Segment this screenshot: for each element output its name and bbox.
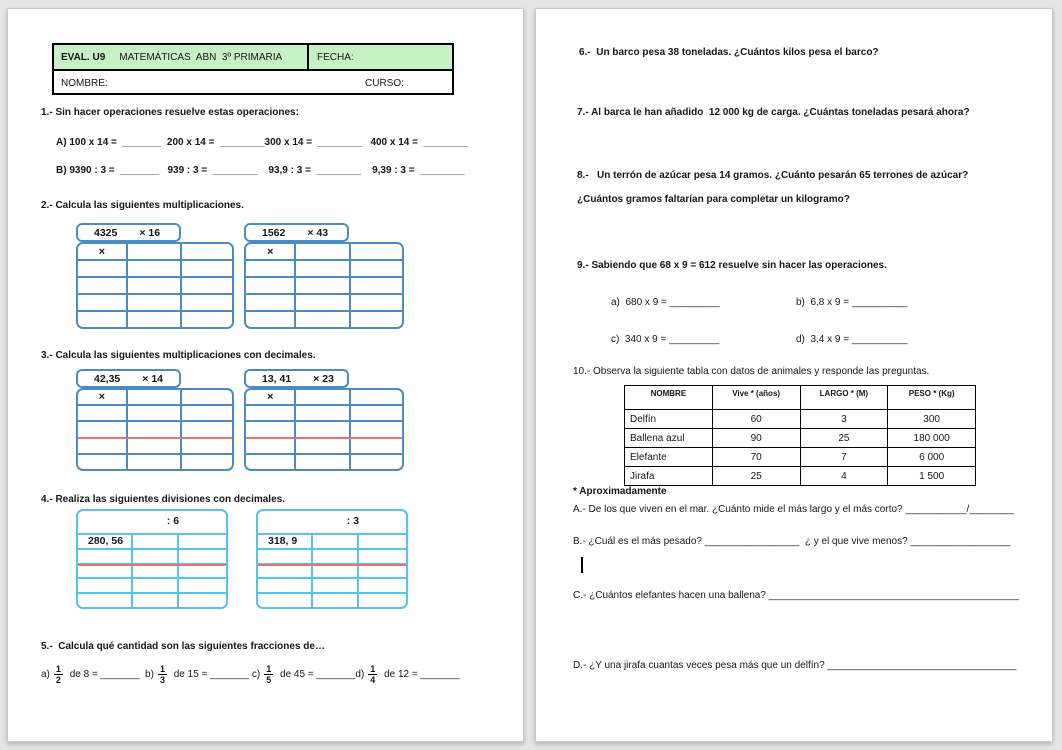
q2-grid1-header [76, 223, 181, 242]
q4-grid1-dividend: 280, 56 [88, 535, 124, 548]
q3-grid2 [244, 388, 404, 471]
q4-grid2-dividend: 318, 9 [268, 535, 298, 548]
q3-grid2-op-cell: × [266, 391, 274, 404]
q4-grid1-head [78, 511, 226, 535]
table-row: Elefante 70 7 6 000 [625, 448, 976, 467]
q2-grid2-factor: 1562 [262, 226, 286, 239]
q2-grid2-op-cell: × [266, 245, 274, 258]
text-cursor [581, 557, 583, 573]
fraction-item-c: c) $\frac{1}{5}$ de 45 = _______ [251, 664, 356, 685]
table-row: Jirafa 25 4 1 500 [625, 467, 976, 486]
q2-grid2-multiplier: × 43 [307, 226, 329, 239]
fraction-d: $\frac{1}{4}$ [370, 664, 376, 685]
q3-grid1-multiplier: × 14 [142, 372, 164, 385]
q3-grid1-header [76, 369, 181, 388]
id-header-row-white [54, 71, 452, 95]
table-header-row [625, 386, 976, 410]
table-row: Ballena azul 90 25 180 000 [625, 429, 976, 448]
q9-item-c: c) 340 x 9 = _________ [611, 334, 720, 345]
q8-text-line2: ¿Cuántos gramos faltarían para completar un kilogramo? [577, 194, 850, 205]
q3-grid2-factor: 13, 41 [262, 372, 292, 385]
q1-line-b: B) 9390 : 3 = _______ 939 : 3 = ________ 93,9 : 3 = ________ 9,39 : 3 = ________ [56, 165, 465, 176]
col-header-largo: LARGO * (M) [800, 386, 888, 410]
id-header-table [52, 43, 454, 95]
question-a: A.- De los que viven en el mar. ¿Cuánto mide el más largo y el más corto? ___________/________ [573, 504, 1014, 515]
q3-grid1-factor: 42,35 [94, 372, 121, 385]
q2-grid1-multiplier: × 16 [139, 226, 161, 239]
fraction-b: $\frac{1}{3}$ [159, 664, 165, 685]
fraction-a: $\frac{1}{2}$ [55, 664, 61, 685]
decimal-marker-line [246, 437, 402, 439]
animal-data-table [624, 385, 976, 486]
fraction-item-d: d) $\frac{1}{4}$ de 12 = _______ [355, 664, 460, 685]
eval-title-cell [54, 45, 309, 69]
curso-label: CURSO: [365, 77, 404, 89]
question-b: B.- ¿Cuál es el más pesado? _________________ ¿ y el que vive menos? __________________ [573, 536, 1011, 547]
q2-grid1 [76, 242, 234, 329]
q9-title: 9.- Sabiendo que 68 x 9 = 612 resuelve sin hacer las operaciones. [577, 260, 887, 271]
q4-grid1 [76, 509, 228, 609]
q1-line-a: A) 100 x 14 = _______ 200 x 14 = ________300 x 14 = ________ 400 x 14 = ________ [56, 137, 469, 148]
q2-grid1-op-cell: × [98, 245, 106, 258]
decimal-marker-line [78, 564, 226, 566]
q8-text-line1: 8.- Un terrón de azúcar pesa 14 gramos. ¿Cuánto pesarán 65 terrones de azúcar? [577, 170, 969, 181]
q1-title: 1.- Sin hacer operaciones resuelve estas operaciones: [41, 107, 299, 118]
approx-note: * Aproximadamente [573, 486, 667, 497]
fecha-cell [309, 45, 452, 69]
eval-label: EVAL. U9 [61, 51, 106, 63]
worksheet-page-1[interactable] [7, 8, 524, 742]
q2-title: 2.- Calcula las siguientes multiplicaciones. [41, 200, 244, 211]
decimal-marker-line [258, 564, 406, 566]
q3-title: 3.- Calcula las siguientes multiplicaciones con decimales. [41, 350, 316, 361]
id-header-row-green [54, 45, 452, 71]
col-header-peso: PESO * (Kg) [888, 386, 976, 410]
q4-grid2-divisor: : 3 [346, 515, 360, 527]
q2-grid2 [244, 242, 404, 329]
q9-item-b: b) 6,8 x 9 = __________ [796, 297, 908, 308]
q5-title: 5.- Calcula qué cantidad son las siguientes fracciones de… [41, 641, 325, 652]
q7-text: 7.- Al barca le han añadido 12 000 kg de carga. ¿Cuántas toneladas pesará ahora? [577, 107, 970, 118]
col-header-nombre: NOMBRE [625, 386, 713, 410]
q10-title: 10.- Observa la siguiente tabla con datos de animales y responde las preguntas. [573, 366, 930, 377]
decimal-marker-line [78, 437, 232, 439]
fraction-item-b: b) $\frac{1}{3}$ de 15 = _______ [145, 664, 252, 685]
col-header-vive: Vive * (años) [712, 386, 800, 410]
fraction-c: $\frac{1}{5}$ [266, 664, 272, 685]
q3-grid1 [76, 388, 234, 471]
q2-grid2-header [244, 223, 349, 242]
q3-grid2-header [244, 369, 349, 388]
question-d: D.- ¿Y una jirafa cuantas veces pesa más que un delfín? __________________________________ [573, 660, 1017, 671]
subject-label: MATEMÁTICAS ABN 3º PRIMARIA [119, 51, 283, 63]
q2-grid1-factor: 4325 [94, 226, 118, 239]
worksheet-page-2[interactable] [535, 8, 1053, 742]
nombre-label: NOMBRE: [61, 77, 108, 89]
q4-grid2 [256, 509, 408, 609]
q4-grid1-divisor: : 6 [166, 515, 180, 527]
q5-fractions-row [41, 664, 459, 685]
table-row: Delfín 60 3 300 [625, 410, 976, 429]
q3-grid1-op-cell: × [98, 391, 106, 404]
q3-grid2-multiplier: × 23 [313, 372, 334, 385]
q9-item-d: d) 3,4 x 9 = __________ [796, 334, 908, 345]
q6-text: 6.- Un barco pesa 38 toneladas. ¿Cuántos kilos pesa el barco? [579, 47, 879, 58]
q9-item-a: a) 680 x 9 = _________ [611, 297, 720, 308]
fraction-item-a: a) $\frac{1}{2}$ de 8 = _______ [41, 664, 146, 685]
q4-title: 4.- Realiza las siguientes divisiones con decimales. [41, 494, 285, 505]
q4-grid2-head [258, 511, 406, 535]
fecha-label: FECHA: [317, 51, 354, 63]
question-c: C.- ¿Cuántos elefantes hacen una ballena? _____________________________________________ [573, 590, 1019, 601]
